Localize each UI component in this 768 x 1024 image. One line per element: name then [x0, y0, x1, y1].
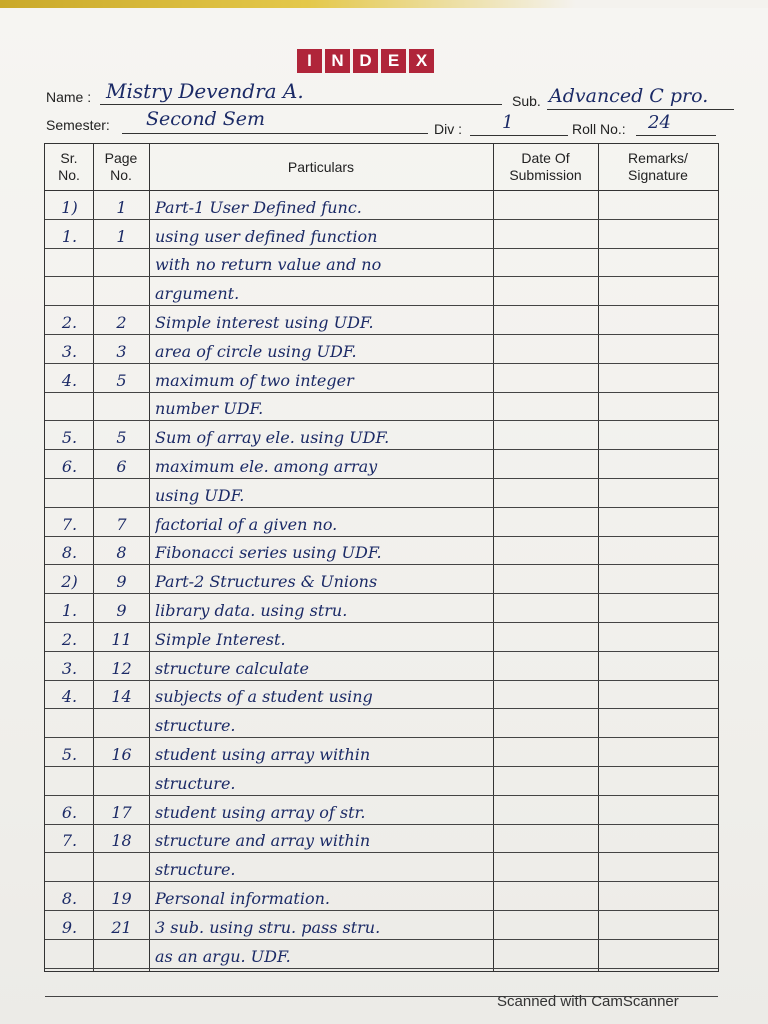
row-particulars: 3 sub. using stru. pass stru. — [155, 917, 381, 937]
row-page-no — [94, 479, 149, 507]
table-row — [45, 623, 718, 652]
page-edge — [0, 0, 768, 8]
row-page-no: 17 — [111, 802, 132, 822]
row-particulars: Sum of array ele. using UDF. — [155, 428, 390, 448]
table-row — [45, 306, 718, 335]
row-particulars: with no return value and no — [155, 255, 382, 275]
div-line — [470, 135, 568, 136]
row-page-no: 3 — [116, 341, 127, 361]
table-row — [45, 825, 718, 854]
sub-label: Sub. — [512, 93, 541, 109]
row-particulars: structure. — [155, 716, 236, 736]
name-label: Name : — [46, 89, 92, 105]
row-page-no — [94, 767, 149, 795]
row-sr-no — [45, 277, 94, 305]
table-row — [45, 421, 718, 450]
table-row — [45, 796, 718, 825]
row-particulars: using user defined function — [155, 226, 378, 246]
row-page-no — [94, 940, 149, 968]
table-row — [45, 882, 718, 911]
index-table — [44, 143, 719, 972]
index-letter: E — [381, 49, 406, 73]
row-sr-no — [45, 393, 94, 421]
row-particulars: subjects of a student using — [155, 687, 373, 707]
header-sr-no: Sr. No. — [58, 150, 80, 183]
row-page-no: 1 — [116, 226, 127, 246]
semester-value: Second Sem — [146, 108, 266, 130]
row-page-no — [94, 249, 149, 277]
row-particulars: Simple interest using UDF. — [155, 312, 374, 332]
table-row — [45, 508, 718, 537]
row-particulars: Personal information. — [155, 888, 330, 908]
div-value: 1 — [502, 112, 514, 133]
row-sr-no: 4. — [61, 687, 78, 707]
table-row — [45, 393, 718, 422]
row-particulars: factorial of a given no. — [155, 514, 338, 534]
row-sr-no: 1. — [61, 226, 78, 246]
roll-line — [636, 135, 716, 136]
row-sr-no: 5. — [61, 744, 78, 764]
row-sr-no: 8. — [61, 543, 78, 563]
row-page-no — [94, 709, 149, 737]
row-page-no: 5 — [116, 428, 127, 448]
row-particulars: student using array within — [155, 744, 371, 764]
row-sr-no — [45, 853, 94, 881]
table-row — [45, 594, 718, 623]
table-row — [45, 565, 718, 594]
row-particulars: area of circle using UDF. — [155, 341, 357, 361]
row-sr-no — [45, 969, 94, 997]
row-sr-no: 5. — [61, 428, 78, 448]
row-particulars — [155, 969, 495, 997]
row-sr-no: 6. — [61, 456, 78, 476]
table-row — [45, 738, 718, 767]
row-page-no: 19 — [111, 888, 132, 908]
header-particulars: Particulars — [287, 158, 355, 175]
row-sr-no: 8. — [61, 888, 78, 908]
row-page-no: 12 — [111, 658, 132, 678]
row-particulars: structure calculate — [155, 658, 309, 678]
table-row — [45, 940, 718, 969]
row-page-no: 2 — [116, 312, 127, 332]
index-letter: X — [409, 49, 434, 73]
row-sr-no: 6. — [61, 802, 78, 822]
row-particulars: Fibonacci series using UDF. — [155, 543, 382, 563]
row-page-no: 6 — [116, 456, 127, 476]
table-row — [45, 220, 718, 249]
row-particulars: library data. using stru. — [155, 600, 348, 620]
row-page-no: 11 — [111, 629, 132, 649]
row-sr-no: 2. — [61, 312, 78, 332]
row-page-no — [94, 393, 149, 421]
roll-label: Roll No.: — [572, 121, 626, 137]
row-particulars: number UDF. — [155, 399, 264, 419]
row-page-no: 18 — [111, 831, 132, 851]
table-row — [45, 191, 718, 220]
row-page-no: 1 — [116, 197, 127, 217]
row-particulars: structure and array within — [155, 831, 371, 851]
index-title — [297, 49, 434, 73]
table-row — [45, 479, 718, 508]
row-particulars: using UDF. — [155, 485, 245, 505]
index-letter: I — [297, 49, 322, 73]
sub-value: Advanced C pro. — [549, 85, 709, 107]
row-page-no: 9 — [116, 600, 127, 620]
semester-line — [122, 133, 428, 134]
row-sr-no — [45, 249, 94, 277]
row-particulars: maximum ele. among array — [155, 456, 378, 476]
table-row — [45, 853, 718, 882]
row-sr-no — [45, 940, 94, 968]
index-letter: D — [353, 49, 378, 73]
row-page-no: 16 — [111, 744, 132, 764]
table-body — [45, 191, 718, 997]
row-page-no: 8 — [116, 543, 127, 563]
row-particulars: structure. — [155, 773, 236, 793]
row-sr-no: 2) — [61, 572, 78, 592]
row-sr-no: 3. — [61, 341, 78, 361]
header-page-no: Page No. — [104, 150, 138, 183]
row-sr-no: 1. — [61, 600, 78, 620]
index-letter: N — [325, 49, 350, 73]
table-row — [45, 709, 718, 738]
row-sr-no: 2. — [61, 629, 78, 649]
table-row — [45, 277, 718, 306]
scanner-watermark: Scanned with CamScanner — [497, 993, 679, 1010]
row-page-no: 9 — [116, 572, 127, 592]
table-row — [45, 249, 718, 278]
row-particulars: maximum of two integer — [155, 370, 354, 390]
table-row — [45, 911, 718, 940]
sub-line — [547, 109, 734, 110]
row-sr-no: 1) — [61, 197, 78, 217]
header-date-of-submission: Date Of Submission — [509, 150, 582, 183]
table-row — [45, 537, 718, 566]
roll-value: 24 — [648, 112, 671, 133]
row-page-no — [94, 969, 149, 997]
row-particulars: Part-2 Structures & Unions — [155, 572, 378, 592]
div-label: Div : — [434, 121, 462, 137]
table-row — [45, 767, 718, 796]
row-sr-no: 7. — [61, 514, 78, 534]
table-row — [45, 364, 718, 393]
row-page-no: 7 — [116, 514, 127, 534]
semester-label: Semester: — [46, 117, 110, 133]
name-line — [100, 104, 502, 105]
row-page-no — [94, 853, 149, 881]
row-page-no — [94, 277, 149, 305]
row-sr-no: 7. — [61, 831, 78, 851]
row-sr-no — [45, 767, 94, 795]
header-remarks-signature: Remarks/ Signature — [628, 150, 688, 183]
row-particulars: student using array of str. — [155, 802, 366, 822]
table-row — [45, 681, 718, 710]
row-sr-no — [45, 709, 94, 737]
row-particulars: structure. — [155, 860, 236, 880]
row-particulars: Part-1 User Defined func. — [155, 197, 362, 217]
name-value: Mistry Devendra A. — [106, 79, 304, 103]
row-particulars: as an argu. UDF. — [155, 946, 291, 966]
row-sr-no — [45, 479, 94, 507]
row-sr-no: 9. — [61, 917, 78, 937]
row-sr-no: 3. — [61, 658, 78, 678]
table-row — [45, 652, 718, 681]
row-particulars: Simple Interest. — [155, 629, 286, 649]
row-page-no: 5 — [116, 370, 127, 390]
row-particulars: argument. — [155, 284, 240, 304]
row-sr-no: 4. — [61, 370, 78, 390]
row-page-no: 14 — [111, 687, 132, 707]
row-page-no: 21 — [111, 917, 132, 937]
table-row — [45, 450, 718, 479]
table-row — [45, 335, 718, 364]
